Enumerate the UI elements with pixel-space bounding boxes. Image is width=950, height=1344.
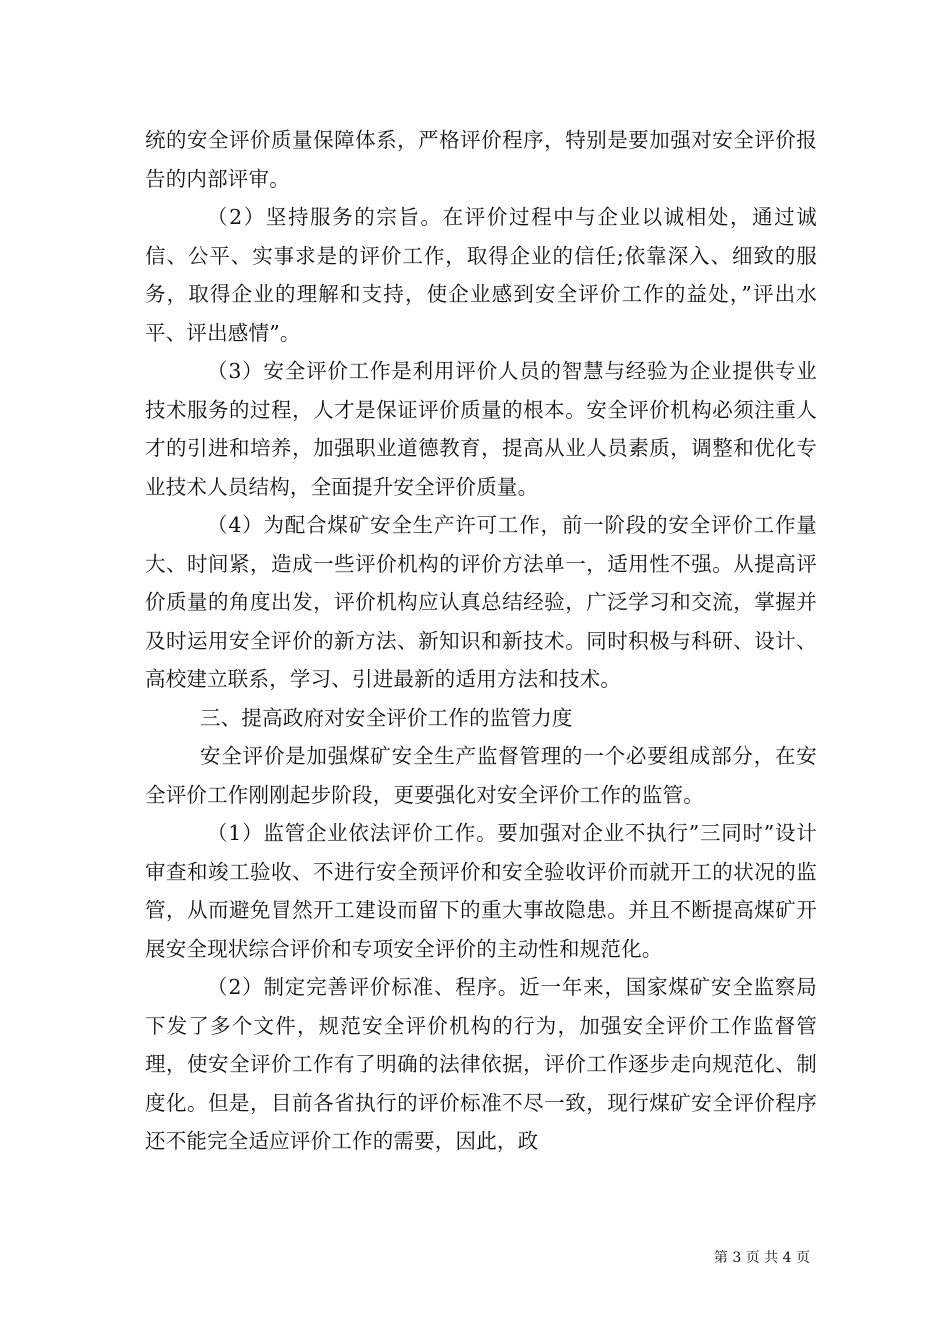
- paragraph-item-2-service: （2）坚持服务的宗旨。在评价过程中与企业以诚相处，通过诚信、公平、实事求是的评价工作，取得企业的信任;依靠深入、细致的服务，取得企业的理解和支持，使企业感到安全评价工作的益处，”评出水平、评出感情”。: [145, 205, 817, 345]
- paragraph-item-3-talent: （3）安全评价工作是利用评价人员的智慧与经验为企业提供专业技术服务的过程，人才是保证评价质量的根本。安全评价机构必须注重人才的引进和培养，加强职业道德教育，提高从业人员素质，调整和优化专业技术人员结构，全面提升安全评价质量。: [145, 359, 817, 499]
- paragraph-continuation: 统的安全评价质量保障体系，严格评价程序，特别是要加强对安全评价报告的内部评审。: [145, 128, 817, 191]
- page-number: 第 3 页 共 4 页: [713, 1250, 810, 1266]
- paragraph-supervision-2: （2）制定完善评价标准、程序。近一年来，国家煤矿安全监察局下发了多个文件，规范安全评价机构的行为，加强安全评价工作监督管理，使安全评价工作有了明确的法律依据，评价工作逐步走向规范化、制度化。但是，目前各省执行的评价标准不尽一致，现行煤矿安全评价程序还不能完全适应评价工作的需要，因此，政: [145, 975, 817, 1153]
- paragraph-supervision-1: （1）监管企业依法评价工作。要加强对企业不执行”三同时”设计审查和竣工验收、不进行安全预评价和安全验收评价而就开工的状况的监管，从而避免冒然开工建设而留下的重大事故隐患。并且不断提高煤矿开展安全现状综合评价和专项安全评价的主动性和规范化。: [145, 821, 817, 961]
- paragraph-item-4-methods: （4）为配合煤矿安全生产许可工作，前一阶段的安全评价工作量大、时间紧，造成一些评价机构的评价方法单一，适用性不强。从提高评价质量的角度出发，评价机构应认真总结经验，广泛学习和交流，掌握并及时运用安全评价的新方法、新知识和新技术。同时积极与科研、设计、高校建立联系，学习、引进最新的适用方法和技术。: [145, 513, 817, 691]
- section-heading: 三、提高政府对安全评价工作的监管力度: [200, 705, 573, 730]
- document-body: [145, 121, 817, 1161]
- paragraph-section-intro: 安全评价是加强煤矿安全生产监督管理的一个必要组成部分，在安全评价工作刚刚起步阶段，更要强化对安全评价工作的监管。: [145, 744, 817, 807]
